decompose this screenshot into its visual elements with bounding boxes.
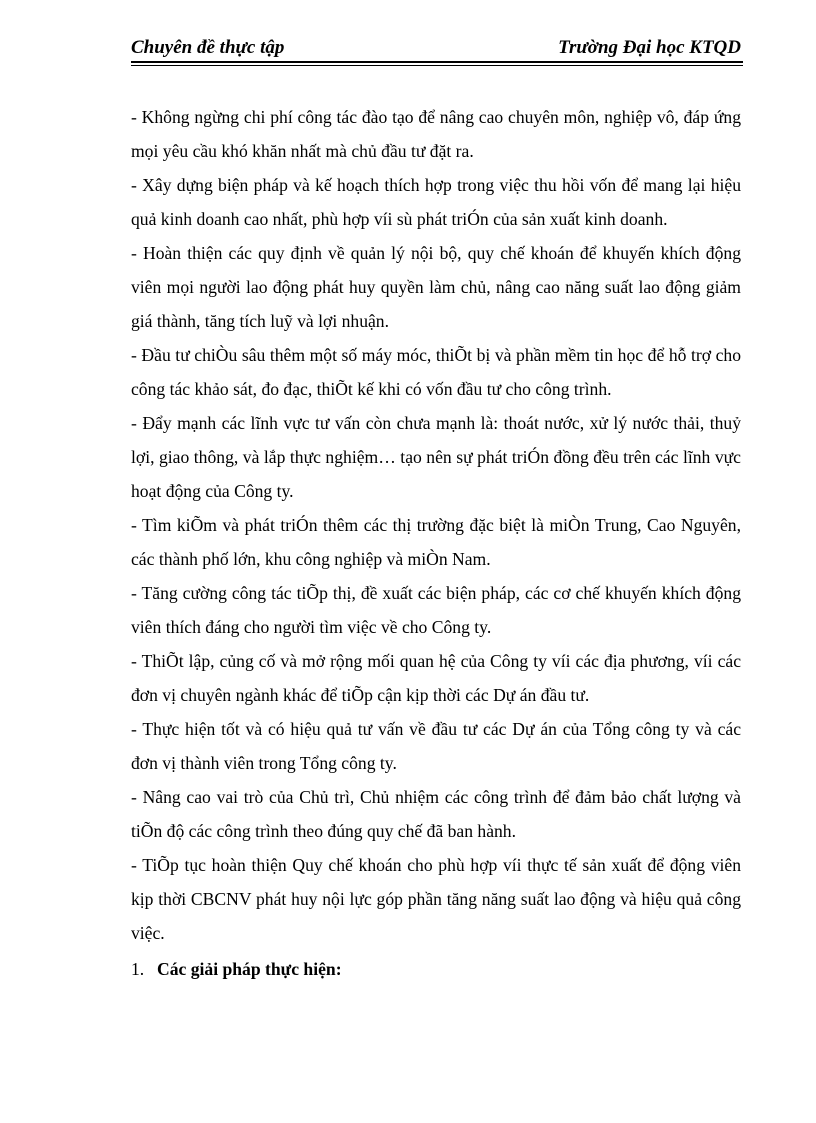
bullet-paragraph: - Đầu tư chiÒu sâu thêm một số máy móc, thiÕt bị và phần mềm tin học để hỗ trợ cho công tác khảo sát, đo đạc, thiÕt kế khi có vốn đầu tư cho công trình.	[131, 345, 741, 399]
body-text	[131, 100, 741, 986]
bullet-paragraph: - Nâng cao vai trò của Chủ trì, Chủ nhiệm các công trình để đảm bảo chất lượng và tiÕn độ các công trình theo đúng quy chế đã ban hành.	[131, 787, 741, 841]
bullet-paragraph: - Xây dựng biện pháp và kế hoạch thích hợp trong việc thu hồi vốn để mang lại hiệu quả kinh doanh cao nhất, phù hợp víi sù phát triÓn của sản xuất kinh doanh.	[131, 175, 741, 229]
bullet-paragraph: - Thực hiện tốt và có hiệu quả tư vấn về đầu tư các Dự án của Tổng công ty và các đơn vị thành viên trong Tổng công ty.	[131, 719, 741, 773]
section-number: 1.	[131, 959, 145, 979]
bullet-paragraph: - TiÕp tục hoàn thiện Quy chế khoán cho phù hợp víi thực tế sản xuất để động viên kịp thời CBCNV phát huy nội lực góp phần tăng năng suất lao động và hiệu quả công việc.	[131, 855, 741, 943]
bullet-paragraph: - ThiÕt lập, củng cố và mở rộng mối quan hệ của Công ty víi các địa phương, víi các đơn vị chuyên ngành khác để tiÕp cận kịp thời các Dự án đầu tư.	[131, 651, 741, 705]
page-header	[131, 37, 743, 63]
bullet-paragraph: - Tìm kiÕm và phát triÓn thêm các thị trường đặc biệt là miÒn Trung, Cao Nguyên, các thành phố lớn, khu công nghiệp và miÒn Nam.	[131, 515, 741, 569]
header-divider	[131, 61, 743, 63]
section-heading	[131, 952, 741, 986]
bullet-paragraph: - Tăng cường công tác tiÕp thị, đề xuất các biện pháp, các cơ chế khuyến khích động viên thích đáng cho người tìm việc về cho Công ty.	[131, 583, 741, 637]
bullet-paragraph: - Không ngừng chi phí công tác đào tạo để nâng cao chuyên môn, nghiệp vô, đáp ứng mọi yêu cầu khó khăn nhất mà chủ đầu tư đặt ra.	[131, 107, 741, 161]
header-divider-thin	[131, 65, 743, 66]
bullet-paragraph: - Đẩy mạnh các lĩnh vực tư vấn còn chưa mạnh là: thoát nước, xử lý nước thải, thuỷ lợi, giao thông, và lắp thực nghiệm… tạo nên sự phát triÓn đồng đều trên các lĩnh vực hoạt động của Công ty.	[131, 413, 741, 501]
header-institution: Trường Đại học KTQD	[558, 37, 741, 58]
bullet-paragraph: - Hoàn thiện các quy định về quản lý nội bộ, quy chế khoán để khuyến khích động viên mọi người lao động phát huy quyền làm chủ, nâng cao năng suất lao động giảm giá thành, tăng tích luỹ và lợi nhuận.	[131, 243, 741, 331]
header-document-type: Chuyên đề thực tập	[131, 37, 285, 58]
section-title: Các giải pháp thực hiện:	[157, 959, 342, 979]
